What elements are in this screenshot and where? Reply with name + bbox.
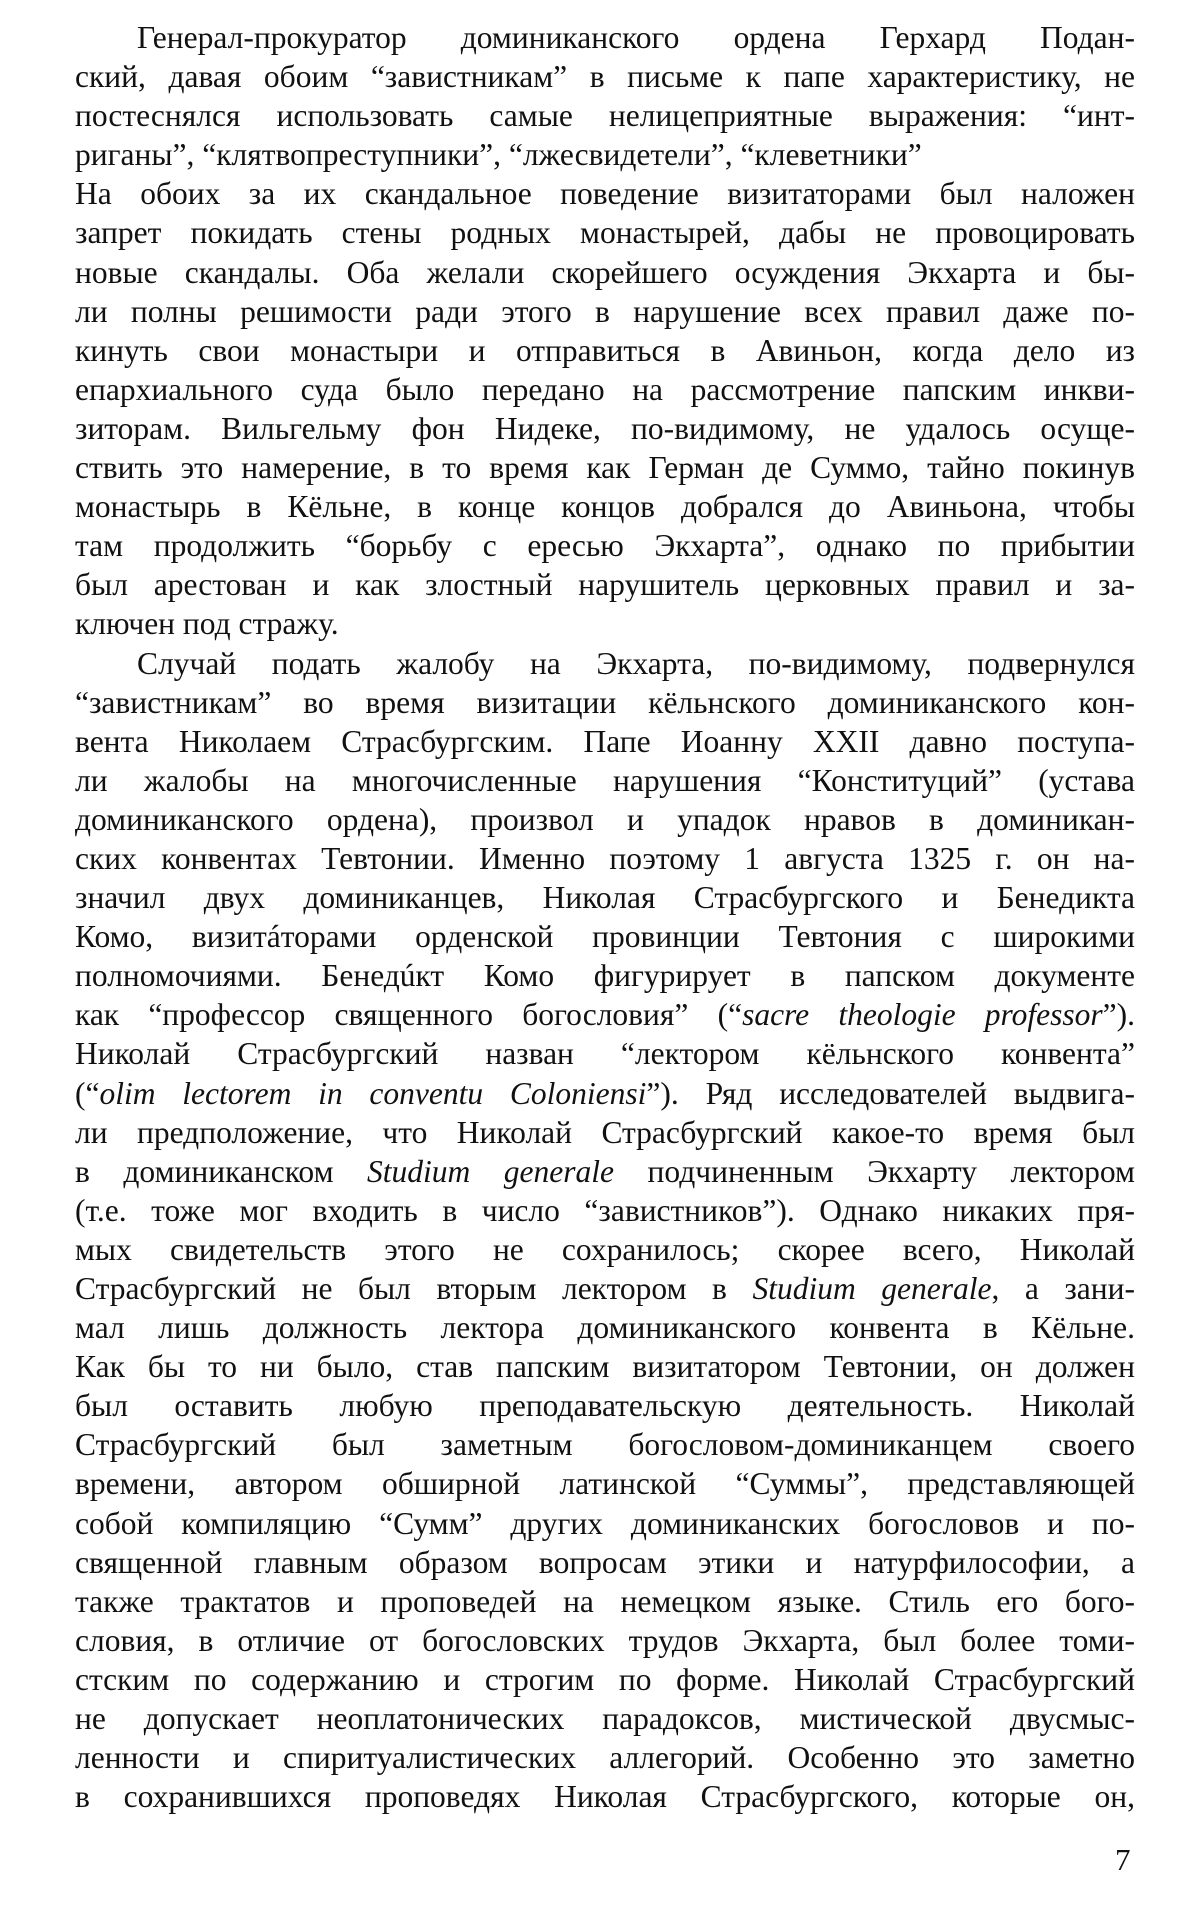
text-segment: На обоих за их скандальное поведение визитаторами был наложен xyxy=(75,176,1135,212)
text-line xyxy=(75,604,1135,643)
text-line xyxy=(75,565,1135,604)
text-line xyxy=(75,1230,1135,1269)
text-segment: подчиненным Экхарту лектором xyxy=(614,1153,1135,1189)
text-segment: также трактатов и проповедей на немецком языке. Стиль его бого- xyxy=(75,1583,1135,1619)
text-line xyxy=(75,1308,1135,1347)
text-segment: полномочиями. Бенедúкт Комо фигурирует в папском документе xyxy=(75,958,1135,994)
text-segment: ключен под стражу. xyxy=(75,606,339,642)
page-number: 7 xyxy=(1115,1842,1131,1877)
text-line xyxy=(75,917,1135,956)
text-line xyxy=(75,487,1135,526)
text-segment: , а зани- xyxy=(991,1271,1135,1306)
text-line xyxy=(75,370,1135,409)
text-segment: словия, в отличие от богословских трудов Экхарта, был более томи- xyxy=(75,1622,1135,1658)
text-segment: в доминиканском xyxy=(75,1153,368,1189)
text-line xyxy=(75,1777,1135,1816)
text-line xyxy=(75,1386,1135,1425)
text-segment: новые скандалы. Оба желали скорейшего осуждения Экхарта и бы- xyxy=(75,254,1135,290)
text-segment: “завистникам” во время визитации кёльнского доминиканского кон- xyxy=(75,684,1135,720)
text-line xyxy=(75,1347,1135,1386)
text-segment: мал лишь должность лектора доминиканского конвента в Кёльне. xyxy=(75,1310,1135,1346)
text-line xyxy=(75,1464,1135,1503)
text-line xyxy=(75,1699,1135,1738)
text-line xyxy=(75,839,1135,878)
text-line xyxy=(75,1660,1135,1699)
text-segment: не допускает неоплатонических парадоксов, мистической двусмыс- xyxy=(75,1701,1135,1737)
italic-text: Studium generale xyxy=(367,1153,614,1189)
text-segment: Генерал-прокуратор доминиканского ордена Герхард Подан- xyxy=(137,20,1135,55)
text-line xyxy=(75,878,1135,917)
italic-text: sacre theologie professor xyxy=(742,997,1103,1033)
italic-text: Studium generale xyxy=(752,1271,992,1306)
text-segment: ленности и спиритуалистических аллегорий. Особенно это заметно xyxy=(75,1740,1135,1776)
text-segment: ли предположение, что Николай Страсбургский какое-то время был xyxy=(75,1114,1135,1150)
text-segment: времени, автором обширной латинской “Суммы”, представляющей xyxy=(75,1466,1135,1502)
text-line xyxy=(75,331,1135,370)
text-segment: как “профессор священного богословия” (“ xyxy=(75,997,743,1033)
text-line xyxy=(75,1152,1135,1191)
text-segment: значил двух доминиканцев, Николая Страсбургского и Бенедикта xyxy=(75,880,1135,916)
text-segment: Страсбургский был заметным богословом-доминиканцем своего xyxy=(75,1427,1135,1463)
text-line xyxy=(75,995,1135,1034)
text-line xyxy=(75,1738,1135,1777)
text-segment: Николай Страсбургский назван “лектором кёльнского конвента” xyxy=(75,1036,1135,1072)
text-line xyxy=(75,1113,1135,1152)
text-line xyxy=(75,683,1135,722)
text-segment: был арестован и как злостный нарушитель церковных правил и за- xyxy=(75,567,1135,603)
text-line xyxy=(75,135,1135,174)
text-line xyxy=(75,1425,1135,1464)
text-segment: Страсбургский не был вторым лектором в xyxy=(75,1271,753,1306)
text-line xyxy=(75,526,1135,565)
text-line xyxy=(75,800,1135,839)
text-segment: вента Николаем Страсбургским. Папе Иоанну XXII давно поступа- xyxy=(75,723,1135,759)
text-line xyxy=(75,448,1135,487)
text-line xyxy=(75,174,1135,213)
text-line xyxy=(75,409,1135,448)
text-segment: монастырь в Кёльне, в конце концов добрался до Авиньона, чтобы xyxy=(75,489,1135,525)
text-segment: ствить это намерение, в то время как Герман де Суммо, тайно покинув xyxy=(75,450,1135,486)
text-segment: ских конвентах Тевтонии. Именно поэтому 1 августа 1325 г. он на- xyxy=(75,840,1135,876)
text-segment: Комо, визитáторами орденской провинции Тевтония с широкими xyxy=(75,919,1135,955)
text-segment: стским по содержанию и строгим по форме. Николай Страсбургский xyxy=(75,1661,1135,1697)
text-segment: ский, давая обоим “завистникам” в письме к папе характеристику, не xyxy=(75,59,1135,95)
text-line xyxy=(75,57,1135,96)
text-line xyxy=(75,956,1135,995)
text-line xyxy=(75,1191,1135,1230)
text-segment: риганы”, “клятвопреступники”, “лжесвидетели”, “клеветники” xyxy=(75,137,922,173)
text-segment: там продолжить “борьбу с ересью Экхарта”, однако по прибытии xyxy=(75,528,1135,564)
text-line xyxy=(75,1582,1135,1621)
text-line xyxy=(75,18,1135,57)
text-line xyxy=(75,761,1135,800)
text-segment: священной главным образом вопросам этики и натурфилософии, а xyxy=(75,1544,1135,1580)
text-segment: ли жалобы на многочисленные нарушения “Конституций” (устава xyxy=(75,762,1135,798)
body-text xyxy=(75,18,1135,1816)
text-line xyxy=(75,292,1135,331)
text-segment: ли полны решимости ради этого в нарушение всех правил даже по- xyxy=(75,293,1135,329)
text-line xyxy=(75,96,1135,135)
text-line xyxy=(75,1074,1135,1113)
text-line xyxy=(75,644,1135,683)
text-segment: Случай подать жалобу на Экхарта, по-видимому, подвернулся xyxy=(137,645,1135,681)
text-line xyxy=(75,1621,1135,1660)
text-segment: (“ xyxy=(75,1075,100,1111)
text-line xyxy=(75,1269,1135,1308)
text-segment: Как бы то ни было, став папским визитатором Тевтонии, он должен xyxy=(75,1349,1135,1385)
text-segment: зиторам. Вильгельму фон Нидеке, по-видимому, не удалось осуще- xyxy=(75,410,1135,446)
text-segment: доминиканского ордена), произвол и упадок нравов в доминикан- xyxy=(75,801,1135,837)
text-segment: в сохранившихся проповедях Николая Страсбургского, которые он, xyxy=(75,1779,1135,1815)
text-segment: постеснялся использовать самые нелицеприятные выражения: “инт- xyxy=(75,98,1135,134)
text-line xyxy=(75,213,1135,252)
text-segment: мых свидетельств этого не сохранилось; скорее всего, Николай xyxy=(75,1231,1135,1267)
text-segment: (т.е. тоже мог входить в число “завистников”). Однако никаких пря- xyxy=(75,1192,1135,1228)
text-segment: собой компиляцию “Сумм” других доминиканских богословов и по- xyxy=(75,1505,1135,1541)
text-line xyxy=(75,1034,1135,1073)
text-line xyxy=(75,1504,1135,1543)
text-segment: был оставить любую преподавательскую деятельность. Николай xyxy=(75,1388,1135,1424)
text-line xyxy=(75,722,1135,761)
text-segment: ”). xyxy=(1102,997,1135,1033)
text-line xyxy=(75,253,1135,292)
text-segment: епархиального суда было передано на рассмотрение папским инкви- xyxy=(75,371,1135,407)
text-segment: кинуть свои монастыри и отправиться в Авиньон, когда дело из xyxy=(75,332,1135,368)
text-line xyxy=(75,1543,1135,1582)
italic-text: olim lectorem in conventu Coloniensi xyxy=(99,1075,647,1111)
text-segment: запрет покидать стены родных монастырей, дабы не провоцировать xyxy=(75,215,1135,251)
text-segment: ”). Ряд исследователей выдвига- xyxy=(646,1075,1135,1111)
